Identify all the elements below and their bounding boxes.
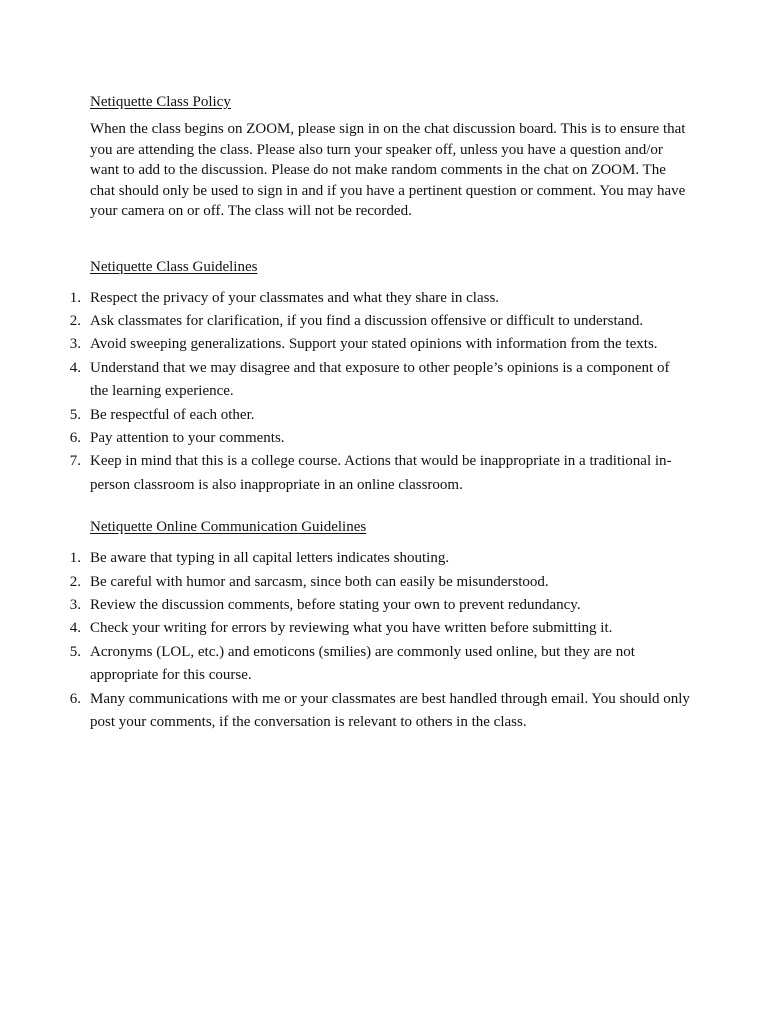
item-number: 1 . [67, 287, 81, 310]
item-number: 7 . [67, 450, 81, 473]
online-guidelines-list [69, 547, 690, 734]
item-text: Be respectful of each other. [90, 406, 255, 423]
guideline-item [69, 333, 690, 356]
item-text: Pay attention to your comments. [90, 429, 285, 446]
online-guideline-item [69, 641, 690, 688]
item-number: 5 . [67, 404, 81, 427]
policy-heading: Netiquette Class Policy [90, 94, 231, 110]
guideline-item [69, 310, 690, 333]
guideline-item [69, 450, 690, 497]
item-text: Understand that we may disagree and that exposure to other people’s opinions is a component of the learning experience. [90, 359, 670, 400]
item-number: 2 . [67, 571, 81, 594]
item-number: 4 . [67, 617, 81, 640]
document-page [69, 92, 690, 734]
guideline-item [69, 427, 690, 450]
policy-paragraph: When the class begins on ZOOM, please sign in on the chat discussion board. This is to ensure that you are attending the class. Please also turn your speaker off, unless you have a question and/or want to add to the discussion. Please do not make random comments in the chat on ZOOM. The chat should only be used to sign in and if you have a pertinent question or comment. You may have your camera on or off. The class will not be recorded. [90, 121, 686, 219]
guidelines-heading: Netiquette Class Guidelines [90, 258, 258, 275]
online-guideline-item [69, 594, 690, 617]
online-guideline-item [69, 547, 690, 570]
item-text: Check your writing for errors by reviewing what you have written before submitting it. [90, 620, 613, 637]
item-number: 3 . [67, 594, 81, 617]
guidelines-list [69, 287, 690, 498]
item-text: Review the discussion comments, before stating your own to prevent redundancy. [90, 596, 581, 613]
guideline-item [69, 404, 690, 427]
item-number: 6 . [67, 427, 81, 450]
item-number: 4 . [67, 357, 81, 380]
item-text: Ask classmates for clarification, if you find a discussion offensive or difficult to understand. [90, 312, 644, 329]
item-text: Be careful with humor and sarcasm, since both can easily be misunderstood. [90, 573, 549, 590]
item-text: Acronyms (LOL, etc.) and emoticons (smilies) are commonly used online, but they are not appropriate for this course. [90, 643, 635, 684]
item-number: 3 . [67, 333, 81, 356]
online-guideline-item [69, 617, 690, 640]
guideline-item [69, 357, 690, 404]
item-text: Avoid sweeping generalizations. Support your stated opinions with information from the texts. [90, 336, 658, 353]
item-number: 5 . [67, 641, 81, 664]
online-guideline-item [69, 688, 690, 735]
online-guideline-item [69, 571, 690, 594]
item-number: 2 . [67, 310, 81, 333]
item-number: 1 . [67, 547, 81, 570]
guideline-item [69, 287, 690, 310]
item-number: 6 . [67, 688, 81, 711]
item-text: Keep in mind that this is a college course. Actions that would be inappropriate in a traditional in-person classroom is also inappropriate in an online classroom. [90, 453, 672, 493]
item-text: Be aware that typing in all capital letters indicates shouting. [90, 550, 450, 567]
item-text: Respect the privacy of your classmates and what they share in class. [90, 289, 500, 306]
online-guidelines-heading: Netiquette Online Communication Guidelines [90, 519, 367, 536]
item-text: Many communications with me or your classmates are best handled through email. You should only post your comments, if the conversation is relevant to others in the class. [90, 690, 690, 730]
